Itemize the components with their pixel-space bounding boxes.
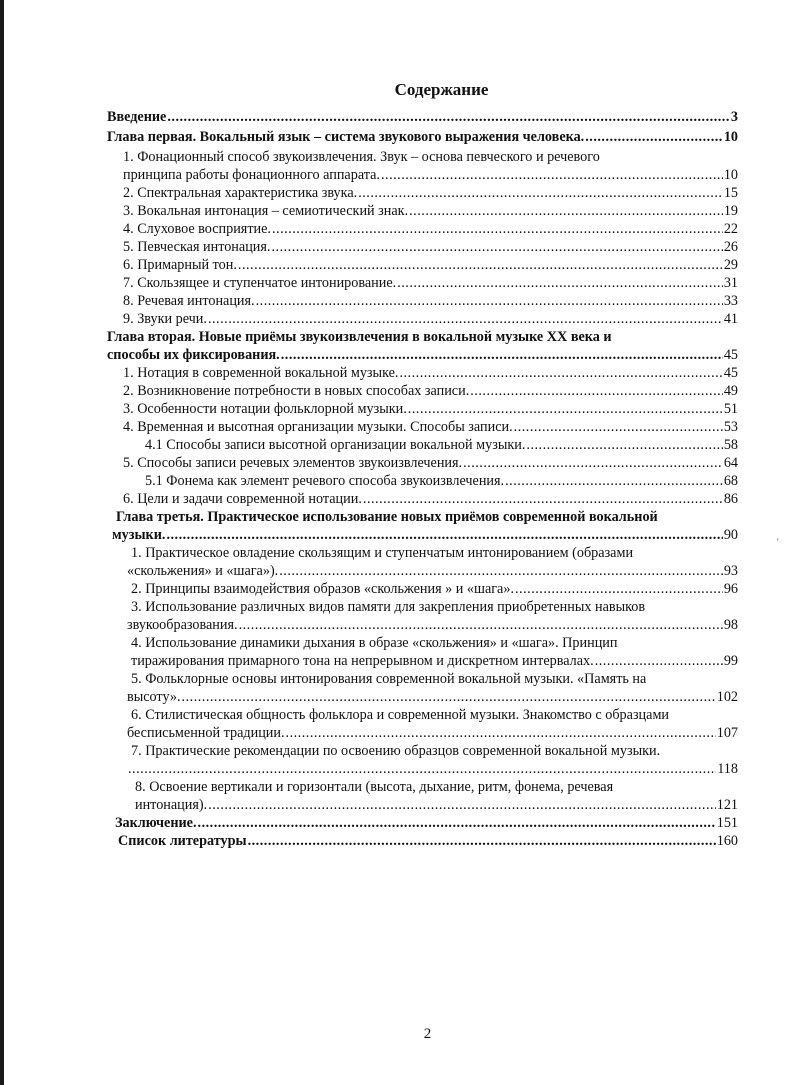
- toc-entry-page: 31: [723, 275, 738, 291]
- toc-entry-chapter-3[interactable]: [112, 526, 738, 544]
- toc-entry-text: 8. Речевая интонация.: [123, 293, 255, 309]
- toc-entry-page: 107: [716, 725, 738, 741]
- toc-entry-text: принципа работы фонационного аппарата.: [123, 167, 380, 183]
- toc-entry-2-3[interactable]: [123, 400, 738, 418]
- toc-entry-text: 5. Певческая интонация.: [123, 239, 271, 255]
- toc-entry-page: 15: [723, 185, 738, 201]
- leader-dots: [381, 166, 723, 184]
- leader-dots: [397, 274, 723, 292]
- leader-dots: [239, 616, 723, 634]
- toc-entry-text: способы их фиксирования.: [107, 347, 280, 363]
- toc-entry-1-2[interactable]: [123, 184, 738, 202]
- leader-dots: [358, 184, 723, 202]
- toc-entry-2-4[interactable]: [123, 418, 738, 436]
- leader-dots: [256, 292, 723, 310]
- toc-entry-1-6[interactable]: [123, 256, 738, 274]
- toc-entry-text: звукообразования.: [127, 617, 238, 633]
- toc-entry-1-5[interactable]: [123, 238, 738, 256]
- toc-entry-text: высоту».: [127, 689, 181, 705]
- toc-entry-page: 49: [723, 383, 738, 399]
- toc-entry-text: 2. Принципы взаимодействия образов «скольжения » и «шага».: [131, 581, 514, 597]
- toc-entry-3-7[interactable]: [127, 760, 738, 778]
- toc-entry-3-8[interactable]: [135, 796, 738, 814]
- toc-entry-page: 3: [730, 109, 738, 125]
- toc-entry-text: 4.1 Способы записи высотной организации вокальной музыки.: [145, 437, 526, 453]
- toc-entry-text: тиражирования примарного тона на непрерывном и дискретном интервалах.: [131, 653, 594, 669]
- toc-entry-page: 29: [723, 257, 738, 273]
- toc-entry-page: 151: [716, 815, 738, 831]
- toc-entry-page: 93: [723, 563, 738, 579]
- toc-entry-3-4[interactable]: [131, 652, 738, 670]
- toc-entry-text: Глава вторая. Новые приёмы звукоизвлечения в вокальной музыке XX века и: [107, 329, 612, 345]
- leader-dots: [515, 580, 723, 598]
- toc-entry-page: 98: [723, 617, 738, 633]
- leader-dots: [595, 652, 723, 670]
- toc-entry-2-6[interactable]: [123, 490, 738, 508]
- page-title: Содержание: [394, 80, 489, 99]
- leader-dots: [363, 490, 723, 508]
- leader-dots: [279, 562, 723, 580]
- toc-entry-1-4[interactable]: [123, 220, 738, 238]
- leader-dots: [514, 418, 723, 436]
- leader-dots: [399, 364, 722, 382]
- toc-entry-text: Глава первая. Вокальный язык – система звукового выражения человека.: [107, 129, 585, 145]
- toc-entry-text: 4. Слуховое восприятие.: [123, 221, 271, 237]
- toc-entry-1-9[interactable]: [123, 310, 738, 328]
- toc-entry-text: 3. Особенности нотации фольклорной музыки.: [123, 401, 407, 417]
- toc-entry-3-1[interactable]: [127, 562, 738, 580]
- toc-entry-text: 3. Использование различных видов памяти для закрепления приобретенных навыков: [131, 599, 646, 615]
- leader-dots: [409, 202, 723, 220]
- toc-entry-text: 1. Нотация в современной вокальной музыке.: [123, 365, 399, 381]
- toc-entry-2-1[interactable]: [123, 364, 738, 382]
- leader-dots: [271, 238, 722, 256]
- leader-dots: [408, 400, 723, 418]
- toc-entry-text: Список литературы: [118, 833, 247, 849]
- scan-edge: [0, 0, 4, 1085]
- toc-entry-page: 68: [723, 473, 738, 489]
- leader-dots: [208, 310, 723, 328]
- toc-entry-page: 19: [723, 203, 738, 219]
- toc-entry-1-3[interactable]: [123, 202, 738, 220]
- leader-dots: [286, 724, 716, 742]
- toc-entry-introduction[interactable]: [107, 108, 738, 126]
- toc-entry-text: 1. Фонационный способ звукоизвлечения. Звук – основа певческого и речевого: [123, 149, 600, 165]
- toc-entry-text: 1. Практическое овладение скользящим и ступенчатым интонированием (образами: [131, 545, 634, 561]
- toc-entry-page: 99: [723, 653, 738, 669]
- toc-entry-text: 2. Спектральная характеристика звука.: [123, 185, 358, 201]
- toc-entry-text: 5. Способы записи речевых элементов звукоизвлечения.: [123, 455, 463, 471]
- toc-entry-text: Глава третья. Практическое использование новых приёмов современной вокальной: [116, 509, 658, 525]
- toc-entry-page: 45: [723, 347, 738, 363]
- leader-dots: [198, 814, 716, 832]
- toc-entry-page: 121: [716, 797, 738, 813]
- toc-entry-text: Заключение.: [115, 815, 197, 831]
- toc-entry-text: «скольжения» и «шага»).: [127, 563, 279, 579]
- toc-entry-text: 5. Фольклорные основы интонирования современной вокальной музыки. «Память на: [131, 671, 647, 687]
- toc-entry-page: 90: [723, 527, 738, 543]
- leader-dots: [128, 760, 716, 778]
- leader-dots: [470, 382, 723, 400]
- toc-entry-2-5[interactable]: [123, 454, 738, 472]
- toc-entry-page: 45: [723, 365, 738, 381]
- toc-entry-chapter-2[interactable]: [107, 346, 738, 364]
- toc-entry-3-5[interactable]: [127, 688, 738, 706]
- toc-entry-3-3[interactable]: [127, 616, 738, 634]
- toc-entry-text: 4. Временная и высотная организации музыки. Способы записи.: [123, 419, 513, 435]
- toc-entry-page: 96: [723, 581, 738, 597]
- toc-entry-page: 118: [717, 761, 738, 777]
- toc-entry-text: Введение: [107, 109, 167, 125]
- leader-dots: [238, 256, 723, 274]
- toc-entry-2-5-1[interactable]: [145, 472, 738, 490]
- leader-dots: [208, 796, 716, 814]
- toc-entry-text: 6. Стилистическая общность фольклора и современной музыки. Знакомство с образцами: [131, 707, 670, 723]
- toc-entry-text: 2. Возникновение потребности в новых способах записи.: [123, 383, 470, 399]
- toc-entry-text: 3. Вокальная интонация – семиотический знак.: [123, 203, 409, 219]
- toc-entry-page: 26: [723, 239, 738, 255]
- toc-entry-text: бесписьменной традиции.: [127, 725, 285, 741]
- toc-entry-page: 51: [723, 401, 738, 417]
- toc-entry-chapter-1[interactable]: [107, 128, 738, 146]
- toc-entry-page: 86: [723, 491, 738, 507]
- leader-dots: [248, 832, 716, 850]
- toc-entry-text: 6. Цели и задачи современной нотации.: [123, 491, 362, 507]
- toc-entry-1-8[interactable]: [123, 292, 738, 310]
- toc-entry-1-1[interactable]: [123, 166, 738, 184]
- toc-entry-text: 8. Освоение вертикали и горизонтали (высота, дыхание, ритм, фонема, речевая: [135, 779, 614, 795]
- toc-entry-page: 10: [723, 167, 738, 183]
- toc-entry-page: 102: [716, 689, 738, 705]
- toc-entry-2-4-1[interactable]: [145, 436, 738, 454]
- toc-entry-2-2[interactable]: [123, 382, 738, 400]
- leader-dots: [272, 220, 723, 238]
- toc-entry-page: 58: [723, 437, 738, 453]
- leader-dots: [166, 526, 722, 544]
- toc-entry-page: 33: [723, 293, 738, 309]
- toc-entry-text: 5.1 Фонема как элемент речевого способа звукоизвлечения.: [145, 473, 505, 489]
- toc-entry-text: 7. Скользящее и ступенчатое интонирование.: [123, 275, 397, 291]
- leader-dots: [463, 454, 723, 472]
- toc-entry-text: 7. Практические рекомендации по освоению образцов современной вокальной музыки.: [131, 743, 661, 759]
- toc-entry-page: 53: [723, 419, 738, 435]
- toc-entry-text: 6. Примарный тон.: [123, 257, 237, 273]
- leader-dots: [167, 108, 730, 126]
- toc-entry-page: 10: [723, 129, 738, 145]
- leader-dots: [281, 346, 723, 364]
- toc-entry-page: 41: [723, 311, 738, 327]
- toc-entry-bibliography[interactable]: [118, 832, 738, 850]
- leader-dots: [526, 436, 722, 454]
- toc-entry-text: музыки.: [112, 527, 166, 543]
- margin-mark: ': [777, 537, 779, 547]
- toc-entry-text: 4. Использование динамики дыхания в образе «скольжения» и «шага». Принцип: [131, 635, 618, 651]
- toc-entry-text: 9. Звуки речи.: [123, 311, 207, 327]
- toc-entry-1-7[interactable]: [123, 274, 738, 292]
- leader-dots: [182, 688, 716, 706]
- leader-dots: [505, 472, 723, 490]
- toc-entry-text: интонация).: [135, 797, 208, 813]
- page-number: 2: [423, 1026, 432, 1042]
- toc-entry-conclusion[interactable]: [115, 814, 738, 832]
- toc-entry-3-2[interactable]: [131, 580, 738, 598]
- toc-entry-page: 64: [723, 455, 738, 471]
- toc-entry-page: 22: [723, 221, 738, 237]
- leader-dots: [585, 128, 723, 146]
- toc-entry-3-6[interactable]: [127, 724, 738, 742]
- toc-entry-page: 160: [716, 833, 738, 849]
